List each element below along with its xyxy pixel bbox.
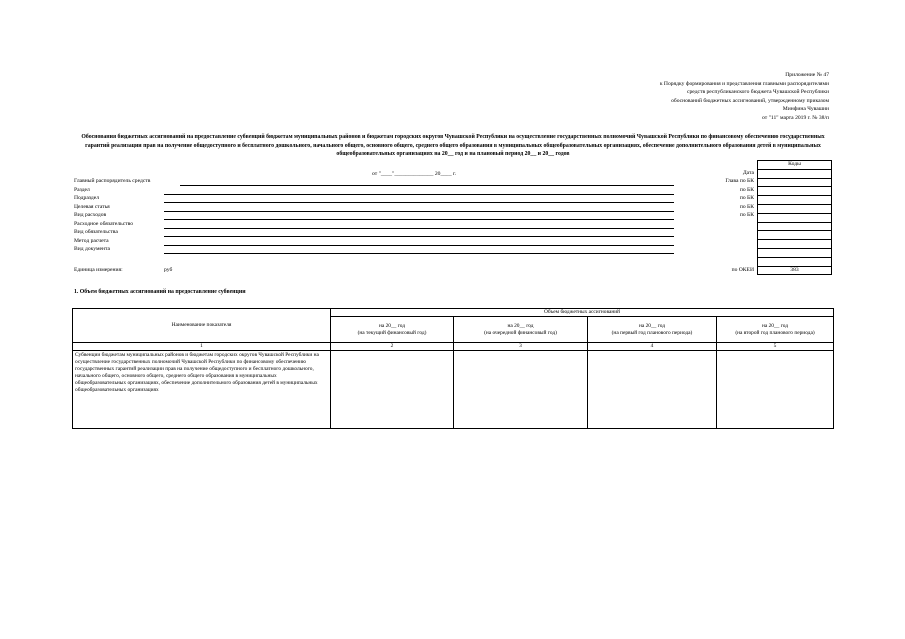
code-cell-empty-3[interactable] [758, 240, 832, 249]
requisite-row [74, 187, 756, 195]
period-label: (на первый год планового периода) [611, 329, 693, 336]
code-cell-empty-4[interactable] [758, 248, 832, 257]
appendix-note [529, 71, 829, 122]
requisite-code-label: Глава по БК [725, 178, 754, 184]
requisite-fill-line[interactable] [164, 253, 674, 254]
period-label: (на второй год планового периода) [735, 329, 815, 336]
period-label: (на текущий финансовый год) [357, 329, 427, 336]
allocation-group-header: Объем бюджетных ассигнований [331, 309, 834, 317]
requisite-label: Главный распорядитель средств [74, 178, 151, 184]
code-cell-celevaya[interactable] [758, 204, 832, 213]
year-label: на 20__ год [378, 322, 406, 329]
code-cell-vid-rashodov[interactable] [758, 213, 832, 222]
date-line: от "____"______________ 20____ г. [372, 171, 457, 177]
requisite-row [74, 178, 756, 186]
date-code-label: Дата [742, 170, 754, 176]
value-cell-plan-year-2[interactable] [717, 351, 834, 429]
value-cell-plan-year-1[interactable] [588, 351, 717, 429]
code-cell-okei: 383 [758, 266, 832, 275]
unit-code-label: по ОКЕИ [731, 267, 754, 273]
requisite-row [74, 246, 756, 254]
indicator-name-header: Наименование показателя [73, 309, 331, 343]
code-cell-glava[interactable] [758, 178, 832, 187]
appendix-line: от "11" марта 2019 г. № 38/п [762, 114, 829, 121]
year-column-header [331, 317, 454, 343]
requisite-row [74, 195, 756, 203]
column-number: 4 [588, 343, 717, 351]
requisite-row [74, 212, 756, 220]
code-cell-date[interactable] [758, 169, 832, 178]
subvention-row-name: Субвенции бюджетам муниципальных районов и бюджетам городских округов Чувашской Республики на осуществление государственных полномочий Чувашской Республики по финансовому обеспечению государственных гарантий реализации прав на получение общедоступного и бесплатного дошкольного, начального общего, основного общего, среднего общего образования в муниципальных общеобразовательных организациях, обеспечение дополнительного образования детей в муниципальных общеобразовательных организациях [73, 351, 331, 429]
appendix-line: Минфина Чувашии [782, 106, 829, 112]
unit-value: руб [164, 267, 173, 273]
code-cell-empty-5[interactable] [758, 257, 832, 266]
requisite-label: Подраздел [74, 195, 100, 201]
code-cell-empty-2[interactable] [758, 231, 832, 240]
requisite-code-label: по БК [739, 195, 754, 201]
requisite-label: Метод расчета [74, 237, 109, 244]
column-number: 2 [331, 343, 454, 351]
requisite-code-label: по БК [739, 186, 754, 193]
year-column-header [454, 317, 588, 343]
year-column-header [588, 317, 717, 343]
section-title: 1. Объем бюджетных ассигнований на предоставление субвенции [74, 289, 246, 295]
requisite-row [74, 221, 756, 229]
code-cell-empty-1[interactable] [758, 222, 832, 231]
requisite-label: Вид обязательства [74, 229, 118, 235]
column-number: 1 [73, 343, 331, 351]
column-number: 5 [717, 343, 834, 351]
appendix-line: обоснований бюджетных ассигнований, утвержденному приказом [671, 97, 829, 104]
unit-label: Единица измерения: [74, 267, 123, 273]
year-column-header [717, 317, 834, 343]
document-title: Обоснования бюджетных ассигнований на предоставление субвенций бюджетам муниципальных районов и бюджетам городских округов Чувашской Республики на осуществление государственных полномочий Чувашской Республики по финансовому обеспечению государственных гарантий реализации прав на получение общедоступного и бесплатного дошкольного, начального общего, основного общего, среднего общего образования в муниципальных общеобразовательных организациях, обеспечение дополнительного образования детей в муниципальных общеобразовательных организациях на 20__ год и на плановый период 20__ и 20__ годов [81, 134, 825, 158]
unit-row [74, 267, 756, 275]
year-label: на 20__ год [761, 322, 789, 329]
requisite-row [74, 238, 756, 246]
appendix-line: к Порядку формирования и представления главными распорядителями [659, 80, 829, 87]
allocations-table [72, 308, 834, 429]
column-number: 3 [454, 343, 588, 351]
requisite-code-label: по БК [739, 203, 754, 210]
requisite-label: Целевая статья [74, 203, 110, 210]
requisite-code-label: по БК [739, 212, 754, 218]
year-label: на 20__ год [507, 322, 534, 329]
appendix-line: средств республиканского бюджета Чувашской Республики [687, 89, 829, 95]
year-label: на 20__ год [638, 322, 666, 329]
code-cell-podrazdel[interactable] [758, 196, 832, 205]
value-cell-next-year[interactable] [454, 351, 588, 429]
value-cell-current-year[interactable] [331, 351, 454, 429]
requisite-row [74, 204, 756, 212]
requisite-row [74, 229, 756, 237]
appendix-line: Приложение № 47 [785, 72, 829, 78]
requisite-label: Вид расходов [74, 212, 107, 218]
codes-table [757, 160, 832, 275]
codes-header: Коды [758, 161, 832, 170]
period-label: (на очередной финансовый год) [484, 329, 557, 336]
requisite-label: Вид документа [74, 246, 110, 252]
code-cell-razdel[interactable] [758, 187, 832, 196]
requisite-label: Расходное обязательство [74, 220, 134, 227]
date-row [74, 170, 756, 178]
requisite-label: Раздел [74, 186, 90, 193]
